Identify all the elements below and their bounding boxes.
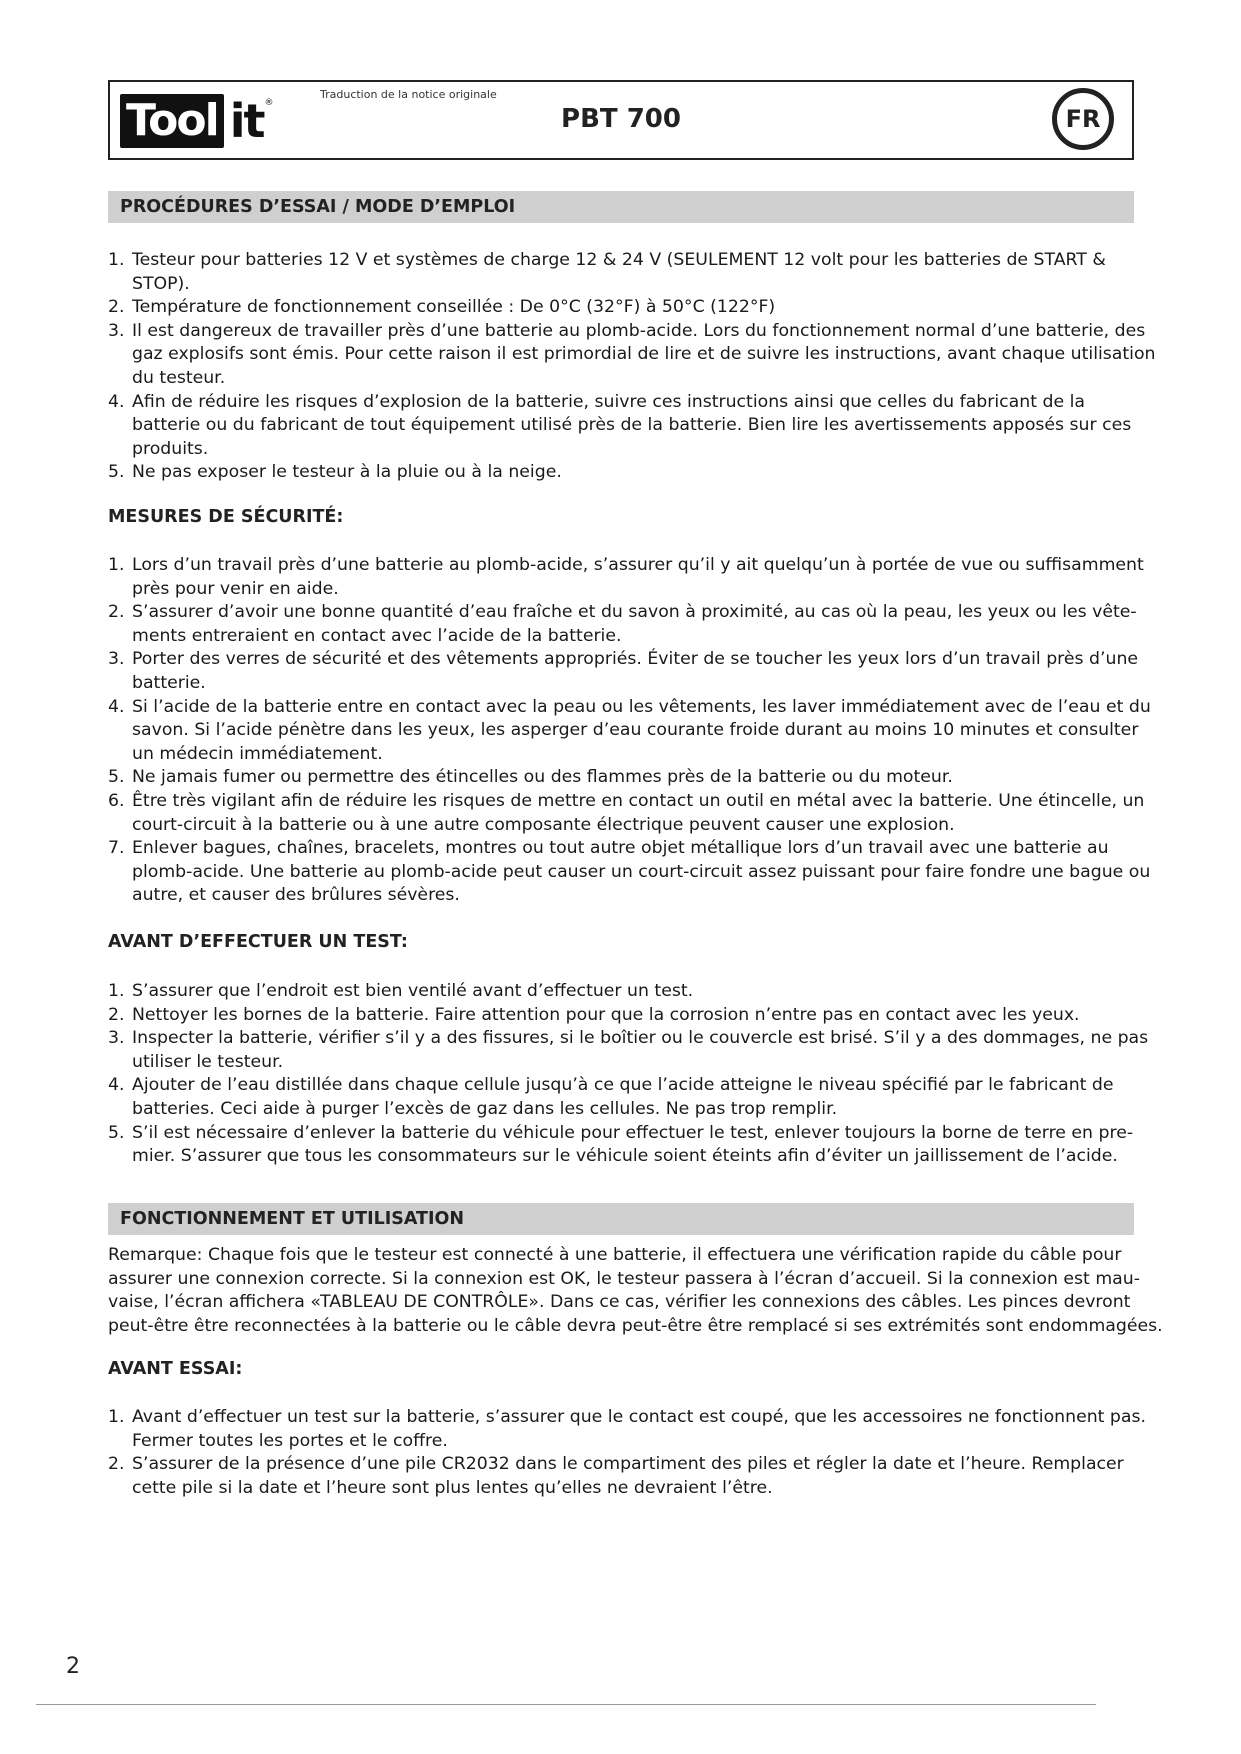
item-text: Ne jamais fumer ou permettre des étincelles ou des flammes près de la batterie ou du moteur.	[132, 767, 953, 788]
item-text: Inspecter la batterie, vérifier s’il y a des fissures, si le boîtier ou le couvercle est brisé. S’il y a des dommages, ne pas utiliser le testeur.	[132, 1028, 1149, 1072]
item-number: 2.	[108, 297, 125, 318]
logo-tool-text: Tool	[120, 94, 224, 148]
remark-paragraph: Remarque: Chaque fois que le testeur est connecté à une batterie, il effectuera une vérification rapide du câble pour assurer une connexion correcte. Si la connexion est OK, le testeur passera à l’écran d’accueil. Si la connexion est mau-vaise, l’écran affichera «TABLEAU DE CONTRÔLE». Dans ce cas, vérifier les connexions des câbles. Les pinces devront peut-être être reconnectées à la batterie ou le câble devra peut-être être remplacé si ses extrémités sont endommagées.	[108, 1245, 1163, 1336]
section-title-fonctionnement: FONCTIONNEMENT ET UTILISATION	[108, 1203, 1134, 1235]
item-text: S’assurer d’avoir une bonne quantité d’eau fraîche et du savon à proximité, au cas où la peau, les yeux ou les vête-ments entreraient en contact avec l’acide de la batterie.	[132, 602, 1137, 646]
item-number: 3.	[108, 649, 125, 670]
heading-avant-test: AVANT D’EFFECTUER UN TEST:	[108, 932, 408, 952]
item-number: 4.	[108, 1075, 125, 1096]
list-item	[108, 1004, 1156, 1028]
item-number: 4.	[108, 391, 125, 412]
avant-test-list	[108, 980, 1156, 1169]
item-number: 3.	[108, 1028, 125, 1049]
item-text: Si l’acide de la batterie entre en contact avec la peau ou les vêtements, les laver immédiatement avec de l’eau et du savon. Si l’acide pénètre dans les yeux, les asperger d’eau courante froide durant au moins 10 minutes et consulter un médecin immédiatement.	[132, 696, 1151, 764]
item-text: Être très vigilant afin de réduire les risques de mettre en contact un outil en métal avec la batterie. Une étincelle, un court-circuit à la batterie ou à une autre composante électrique peuvent causer une explosion.	[132, 790, 1145, 835]
item-number: 5.	[108, 1122, 125, 1143]
list-item	[108, 601, 1156, 648]
item-number: 2.	[108, 1454, 125, 1475]
item-text: Avant d’effectuer un test sur la batterie, s’assurer que le contact est coupé, que les accessoires ne fonctionnent pas. Fermer toutes les portes et le coffre.	[132, 1407, 1146, 1451]
item-number: 3.	[108, 320, 125, 341]
model-title: PBT 700	[561, 104, 681, 134]
registered-mark: ®	[264, 98, 274, 108]
item-number: 1.	[108, 1407, 125, 1427]
list-item	[108, 1027, 1156, 1074]
list-item	[108, 648, 1156, 695]
list-item	[108, 461, 1156, 485]
procedures-list	[108, 249, 1156, 485]
item-number: 1.	[108, 981, 125, 1001]
item-text: Porter des verres de sécurité et des vêtements appropriés. Éviter de se toucher les yeux lors d’un travail près d’une batterie.	[132, 649, 1139, 693]
item-text: Nettoyer les bornes de la batterie. Faire attention pour que la corrosion n’entre pas en contact avec les yeux.	[132, 1004, 1080, 1025]
item-text: Ajouter de l’eau distillée dans chaque cellule jusqu’à ce que l’acide atteigne le niveau spécifié par le fabricant de batteries. Ceci aide à purger l’excès de gaz dans les cellules. Ne pas trop remplir.	[132, 1075, 1114, 1119]
list-item	[108, 391, 1156, 462]
item-number: 4.	[108, 696, 125, 717]
footer-divider	[36, 1704, 1096, 1705]
language-badge: FR	[1052, 88, 1114, 150]
list-item	[108, 1074, 1156, 1121]
section-title-procedures: PROCÉDURES D’ESSAI / MODE D’EMPLOI	[108, 191, 1134, 223]
item-text: S’assurer de la présence d’une pile CR2032 dans le compartiment des piles et régler la date et l’heure. Remplacer cette pile si la date et l’heure sont plus lentes qu’elles ne devraient l’être.	[132, 1454, 1124, 1498]
translation-note: Traduction de la notice originale	[320, 88, 497, 101]
list-item	[108, 554, 1156, 601]
list-item	[108, 1453, 1156, 1500]
logo-it-text: it	[229, 94, 264, 148]
item-text: S’il est nécessaire d’enlever la batterie du véhicule pour effectuer le test, enlever toujours la borne de terre en pre-mier. S’assurer que tous les consommateurs sur le véhicule soient éteints afin d’éviter un jaillissement de l’acide.	[132, 1122, 1134, 1167]
page-header	[108, 80, 1134, 160]
heading-avant-essai: AVANT ESSAI:	[108, 1359, 243, 1379]
item-number: 1.	[108, 250, 125, 270]
item-text: Température de fonctionnement conseillée : De 0°C (32°F) à 50°C (122°F)	[132, 297, 776, 318]
item-number: 2.	[108, 1004, 125, 1025]
item-text: Enlever bagues, chaînes, bracelets, montres ou tout autre objet métallique lors d’un travail avec une batterie au plomb-acide. Une batterie au plomb-acide peut causer un court-circuit assez puissant pour faire fondre une bague ou autre, et causer des brûlures sévères.	[132, 838, 1151, 906]
list-item	[108, 837, 1156, 908]
page-number: 2	[66, 1654, 80, 1679]
list-item	[108, 320, 1156, 391]
item-text: Lors d’un travail près d’une batterie au plomb-acide, s’assurer qu’il y ait quelqu’un à portée de vue ou suffisamment près pour venir en aide.	[132, 555, 1144, 599]
securite-list	[108, 554, 1156, 908]
list-item	[108, 980, 1156, 1004]
avant-essai-list	[108, 1406, 1156, 1500]
list-item	[108, 249, 1156, 296]
item-number: 5.	[108, 767, 125, 788]
list-item	[108, 296, 1156, 320]
item-text: Il est dangereux de travailler près d’une batterie au plomb-acide. Lors du fonctionnement normal d’une batterie, des gaz explosifs sont émis. Pour cette raison il est primordial de lire et de suivre les instructions, avant chaque utilisation du testeur.	[132, 320, 1156, 388]
list-item	[108, 766, 1156, 790]
item-text: S’assurer que l’endroit est bien ventilé avant d’effectuer un test.	[132, 981, 694, 1001]
list-item	[108, 696, 1156, 767]
list-item	[108, 1406, 1156, 1453]
list-item	[108, 790, 1156, 837]
item-number: 5.	[108, 462, 125, 483]
item-number: 7.	[108, 838, 125, 859]
heading-securite: MESURES DE SÉCURITÉ:	[108, 507, 344, 527]
item-number: 1.	[108, 555, 125, 575]
item-text: Ne pas exposer le testeur à la pluie ou à la neige.	[132, 462, 562, 483]
item-number: 6.	[108, 790, 125, 811]
item-text: Afin de réduire les risques d’explosion de la batterie, suivre ces instructions ainsi que celles du fabricant de la batterie ou du fabricant de tout équipement utilisé près de la batterie. Bien lire les avertissements apposés sur ces produits.	[132, 391, 1132, 459]
item-text: Testeur pour batteries 12 V et systèmes de charge 12 & 24 V (SEULEMENT 12 volt pour les batteries de START & STOP).	[132, 250, 1106, 294]
item-number: 2.	[108, 602, 125, 623]
list-item	[108, 1122, 1156, 1169]
